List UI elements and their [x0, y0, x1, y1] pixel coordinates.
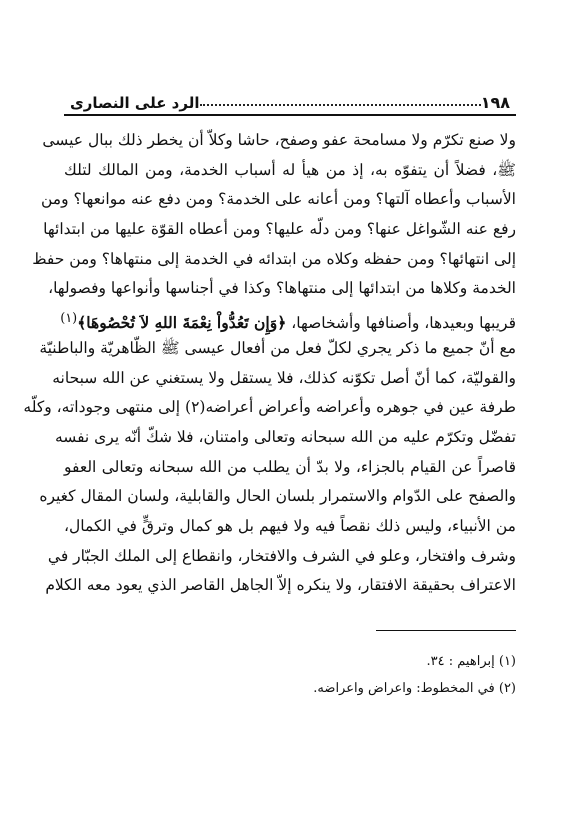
text-line: والقوليّة، كما أنّ أصل تكوّنه كذلك، فلا يستقل ولا يستغني عن الله سبحانه	[52, 368, 516, 387]
text-line: طرفة عين في جوهره وأعراضه وأعراض أعراضه(٢) إلى منتهى وجوداته، وكلّه	[23, 398, 516, 417]
header-rule	[64, 114, 516, 116]
text-line: من الأنبياء، وليس ذلك نقصاً فيه ولا فيهم بل هو كمال وترقٍّ في الكمال،	[64, 516, 516, 535]
running-header	[64, 88, 516, 112]
footnote-marker: (١)	[60, 311, 78, 327]
running-title: الرد على النصارى	[70, 94, 200, 112]
text-line: الأسباب وأعطاه آلتها؟ ومن أعانه على الخدمة؟ ومن دفع عنه موانعها؟ ومن	[41, 190, 516, 209]
text-line: مع أنّ جميع ما ذكر يجري لكلّ فعل من أفعال عيسى ﷺ الظّاهريّة والباطنيّة	[39, 338, 516, 357]
text-line: تفضّل وتكرّم عليه من الله سبحانه وتعالى وامتنان، فلا شكّ أنّه يرى نفسه	[54, 427, 516, 446]
footnote: (١) إبراهيم : ٣٤.	[426, 654, 516, 669]
footnotes	[64, 648, 516, 702]
text-line: وشرف وافتخار، وعلو في الشرف والافتخار، وانقطاع إلى الملك الجبّار في	[47, 546, 516, 565]
text-line: الاعتراف بحقيقة الافتقار، ولا ينكره إلاّ الجاهل القاصر الذي يعود معه الكلام	[45, 576, 516, 595]
text-line: ﷺ، فضلاً أن يتفوّه به، إذ من هيأ له أسباب الخدمة، ومن المالك لتلك	[64, 160, 516, 179]
main-text	[23, 126, 516, 601]
dotted-leader	[200, 104, 481, 106]
text-line-with-verse	[60, 304, 516, 334]
page-number: ١٩٨	[480, 93, 510, 112]
text-line: رفع عنه الشّواغل عنها؟ ومن دلّه عليها؟ ومن أعطاه القوّة عليها من ابتدائها	[43, 220, 516, 239]
text-line: الخدمة وكلاها من ابتدائها إلى منتهاها؟ وكذا في أجناسها وأنواعها وفصولها،	[48, 279, 516, 298]
text-line: والصفح على الدّوام والاستمرار بلسان الحال والقابلية، ولسان المقال كغيره	[39, 487, 516, 506]
footnote-rule	[376, 630, 516, 631]
text-segment: قريبها وبعيدها، وأصنافها وأشخاصها،	[291, 314, 516, 333]
text-line: إلى انتهائها؟ ومن حفظه وكلاه من ابتدائه في الخدمة إلى منتهاها؟ ومن حفظ	[32, 249, 516, 268]
text-line: قاصراً عن القيام بالجزاء، ولا بدّ أن يطلب من الله سبحانه وتعالى العفو	[64, 457, 516, 476]
text-line: ولا صنع تكرّم ولا مسامحة عفو وصفح، حاشا وكلاّ أن يخطر ذلك ببال عيسى	[42, 131, 516, 149]
footnote: (٢) في المخطوط: واعراض واعراضه.	[313, 681, 516, 696]
quran-verse: ﴿وَإِن تَعُدُّواْ نِعْمَةَ اللهِ لاَ تُحْصُوهَا﴾	[77, 313, 287, 333]
